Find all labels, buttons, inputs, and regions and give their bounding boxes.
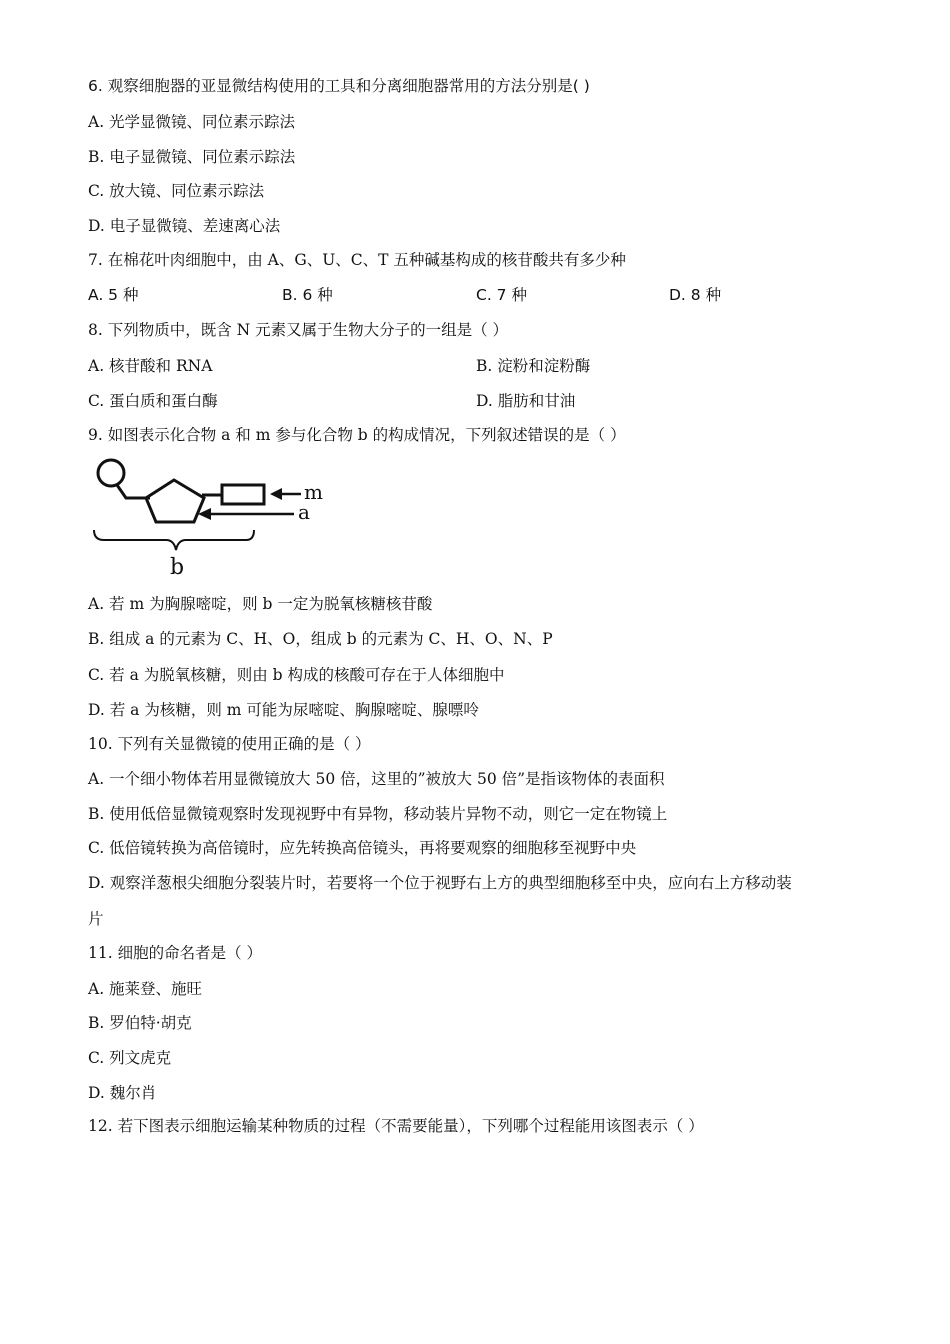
question-10-stem: 10. 下列有关显微镜的使用正确的是（ ） <box>88 735 371 753</box>
question-8-option-a: A. 核苷酸和 RNA <box>88 357 213 375</box>
question-8-stem: 8. 下列物质中，既含 N 元素又属于生物大分子的一组是（ ） <box>88 321 509 339</box>
question-8-option-b: B. 淀粉和淀粉酶 <box>476 357 591 375</box>
arrow-m-head <box>270 488 282 500</box>
question-8-option-d: D. 脂肪和甘油 <box>476 392 576 410</box>
nucleotide-diagram <box>90 452 340 578</box>
question-11-option-a: A. 施莱登、施旺 <box>88 980 203 998</box>
base-rectangle <box>222 485 264 504</box>
pentose-sugar <box>146 480 204 522</box>
question-7-stem: 7. 在棉花叶肉细胞中，由 A、G、U、C、T 五种碱基构成的核苷酸共有多少种 <box>88 251 626 269</box>
question-8-option-c: C. 蛋白质和蛋白酶 <box>88 392 218 410</box>
question-6-option-b: B. 电子显微镜、同位素示踪法 <box>88 148 296 166</box>
question-7-option-d: D. 8 种 <box>669 286 722 304</box>
label-m: m <box>304 480 323 504</box>
question-10-option-c: C. 低倍镜转换为高倍镜时，应先转换高倍镜头，再将要观察的细胞移至视野中央 <box>88 839 637 857</box>
question-11-option-b: B. 罗伯特·胡克 <box>88 1014 192 1032</box>
phosphate-circle <box>98 460 124 486</box>
label-b: b <box>170 555 185 578</box>
question-10-option-d: D. 观察洋葱根尖细胞分裂装片时，若要将一个位于视野右上方的典型细胞移至中央，应向右上方移动装 <box>88 874 792 892</box>
question-9-option-a: A. 若 m 为胸腺嘧啶，则 b 一定为脱氧核糖核苷酸 <box>88 595 433 613</box>
question-6-option-c: C. 放大镜、同位素示踪法 <box>88 182 265 200</box>
question-11-stem: 11. 细胞的命名者是（ ） <box>88 944 263 962</box>
phosphate-bond <box>117 485 150 498</box>
question-10-option-b: B. 使用低倍显微镜观察时发现视野中有异物，移动装片异物不动，则它一定在物镜上 <box>88 805 668 823</box>
question-10-option-d-continued: 片 <box>88 910 104 928</box>
question-11-option-d: D. 魏尔肖 <box>88 1084 157 1102</box>
question-9-option-b: B. 组成 a 的元素为 C、H、O，组成 b 的元素为 C、H、O、N、P <box>88 630 553 648</box>
question-6-option-d: D. 电子显微镜、差速离心法 <box>88 217 281 235</box>
question-9-option-c: C. 若 a 为脱氧核糖，则由 b 构成的核酸可存在于人体细胞中 <box>88 666 505 684</box>
question-7-option-b: B. 6 种 <box>282 286 333 304</box>
question-12-stem: 12. 若下图表示细胞运输某种物质的过程（不需要能量），下列哪个过程能用该图表示（ ） <box>88 1117 704 1135</box>
question-10-option-a: A. 一个细小物体若用显微镜放大 50 倍，这里的”被放大 50 倍”是指该物体的表面积 <box>88 770 665 788</box>
question-7-option-a: A. 5 种 <box>88 286 139 304</box>
question-7-option-c: C. 7 种 <box>476 286 527 304</box>
question-6-option-a: A. 光学显微镜、同位素示踪法 <box>88 113 296 131</box>
question-9-option-d: D. 若 a 为核糖，则 m 可能为尿嘧啶、胸腺嘧啶、腺嘌呤 <box>88 701 479 719</box>
label-a: a <box>298 500 310 524</box>
question-6-stem: 6. 观察细胞器的亚显微结构使用的工具和分离细胞器常用的方法分别是( ) <box>88 77 590 95</box>
question-9-stem: 9. 如图表示化合物 a 和 m 参与化合物 b 的构成情况，下列叙述错误的是（ ） <box>88 426 626 444</box>
brace <box>94 530 254 550</box>
question-11-option-c: C. 列文虎克 <box>88 1049 172 1067</box>
